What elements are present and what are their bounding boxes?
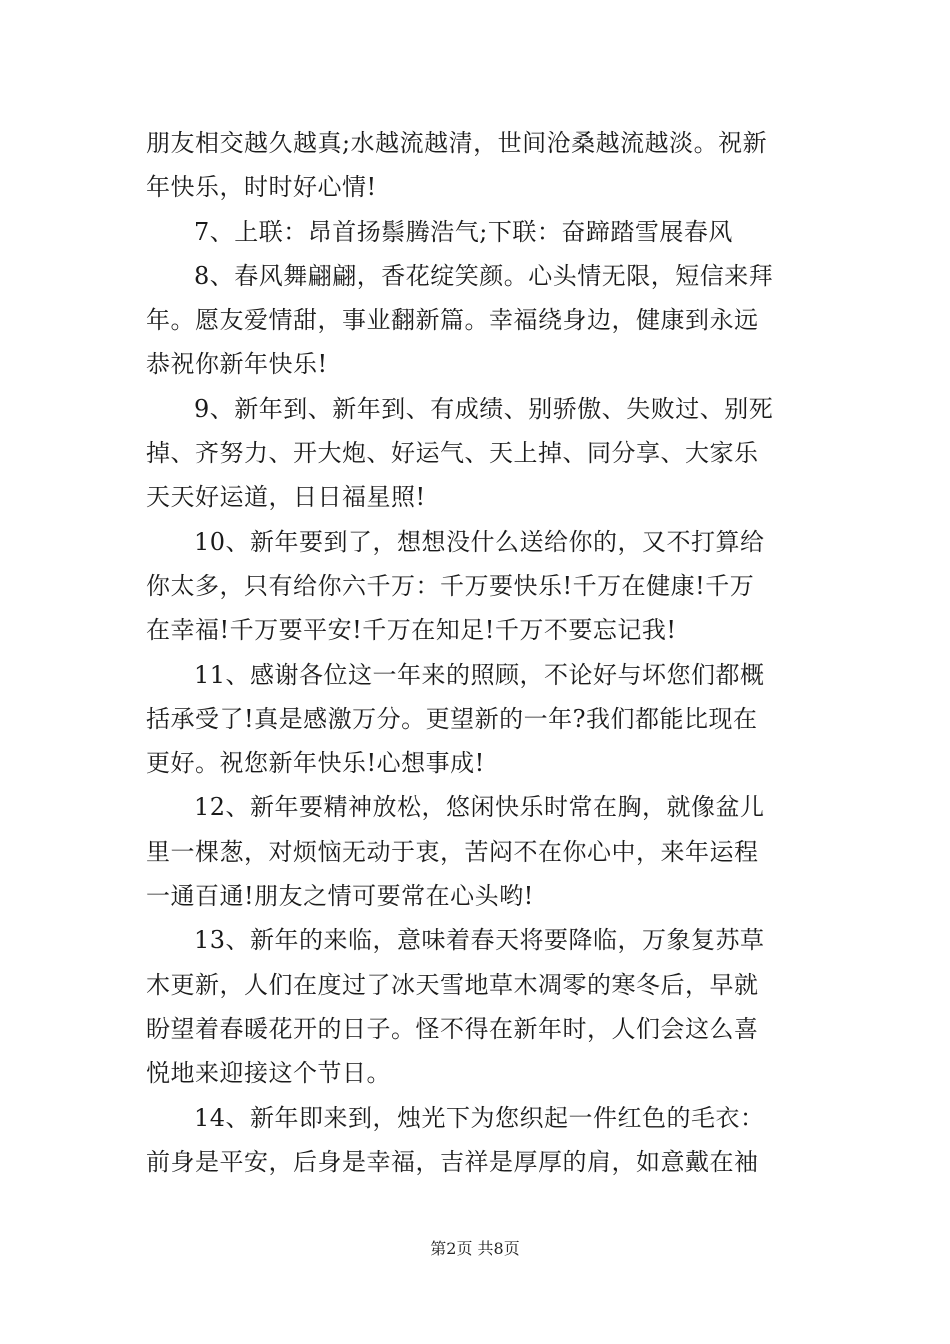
text-line: 更好。祝您新年快乐!心想事成!: [146, 749, 485, 778]
text-line: 前身是平安，后身是幸福，吉祥是厚厚的肩，如意戴在袖: [146, 1147, 759, 1176]
text-line: 9、新年到、新年到、有成绩、别骄傲、失败过、别死: [194, 394, 774, 423]
text-line: 12、新年要精神放松，悠闲快乐时常在胸，就像盆儿: [194, 793, 765, 822]
text-line: 里一棵葱，对烦恼无动于衷，苦闷不在你心中，来年运程: [146, 837, 759, 866]
text-line: 11、感谢各位这一年来的照顾，不论好与坏您们都概: [194, 660, 765, 689]
text-line: 14、新年即来到，烛光下为您织起一件红色的毛衣：: [194, 1103, 765, 1132]
text-line: 括承受了!真是感激万分。更望新的一年?我们都能比现在: [146, 704, 758, 733]
text-line: 10、新年要到了，想想没什么送给你的，又不打算给: [194, 527, 765, 556]
text-line: 8、春风舞翩翩，香花绽笑颜。心头情无限，短信来拜: [194, 261, 774, 290]
text-line: 悦地来迎接这个节日。: [146, 1059, 391, 1088]
text-line: 掉、齐努力、开大炮、好运气、天上掉、同分享、大家乐: [146, 439, 759, 468]
document-body: [146, 121, 808, 1184]
text-line: 年。愿友爱情甜，事业翻新篇。幸福绕身边，健康到永远: [146, 306, 759, 335]
page-number-footer: 第2页 共8页: [430, 1239, 520, 1258]
text-line: 木更新，人们在度过了冰天雪地草木凋零的寒冬后，早就: [146, 970, 759, 999]
text-line: 一通百通!朋友之情可要常在心头哟!: [146, 882, 534, 911]
text-line: 天天好运道，日日福星照!: [146, 483, 426, 512]
text-line: 在幸福!千万要平安!千万在知足!千万不要忘记我!: [146, 616, 677, 645]
text-line: 恭祝你新年快乐!: [146, 350, 328, 379]
text-line: 朋友相交越久越真;水越流越清，世间沧桑越流越淡。祝新: [146, 129, 768, 157]
text-line: 13、新年的来临，意味着春天将要降临，万象复苏草: [194, 926, 765, 955]
text-line: 7、上联：昂首扬鬃腾浩气;下联：奋蹄踏雪展春风: [194, 217, 733, 246]
text-line: 年快乐，时时好心情!: [146, 173, 377, 202]
text-line: 你太多，只有给你六千万：千万要快乐!千万在健康!千万: [146, 571, 755, 600]
text-line: 盼望着春暖花开的日子。怪不得在新年时，人们会这么喜: [146, 1014, 759, 1043]
